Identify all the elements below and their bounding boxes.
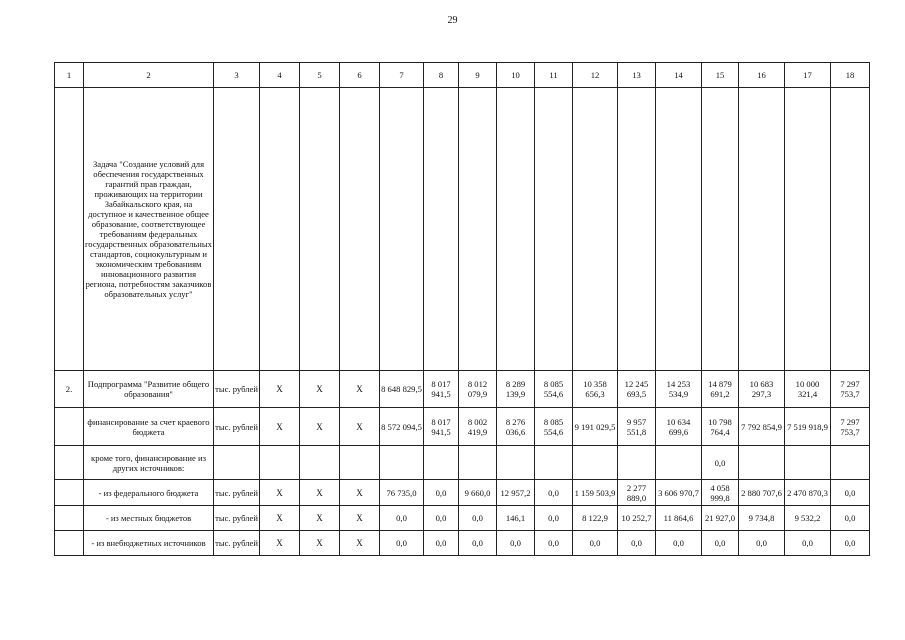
- value-cell: 0,0: [380, 531, 424, 556]
- mark-cell: [300, 446, 340, 480]
- value-cell: 10 358 656,3: [573, 371, 618, 408]
- mark-cell: Х: [300, 480, 340, 506]
- mark-cell: Х: [300, 408, 340, 446]
- table-row: [55, 408, 870, 446]
- value-cell: 8 017 941,5: [424, 371, 459, 408]
- value-cell: 0,0: [656, 531, 702, 556]
- mark-cell: Х: [340, 506, 380, 531]
- value-cell: 0,0: [785, 531, 831, 556]
- mark-cell: Х: [260, 506, 300, 531]
- value-cell: [424, 446, 459, 480]
- row-number: 2.: [55, 371, 84, 408]
- value-cell: 8 648 829,5: [380, 371, 424, 408]
- value-cell: 12 245 693,5: [618, 371, 656, 408]
- column-header: 9: [459, 63, 497, 88]
- value-cell: 8 017 941,5: [424, 408, 459, 446]
- row-number: [55, 506, 84, 531]
- column-header: 12: [573, 63, 618, 88]
- value-cell: 12 957,2: [497, 480, 535, 506]
- value-cell: 8 276 036,6: [497, 408, 535, 446]
- row-number: [55, 480, 84, 506]
- value-cell: 0,0: [573, 531, 618, 556]
- mark-cell: Х: [260, 371, 300, 408]
- value-cell: 8 122,9: [573, 506, 618, 531]
- table-row: [55, 531, 870, 556]
- task-num-cell: [55, 88, 84, 371]
- row-number: [55, 531, 84, 556]
- column-header: 8: [424, 63, 459, 88]
- row-unit: тыс. рублей: [214, 531, 260, 556]
- column-header: 10: [497, 63, 535, 88]
- row-name: - из местных бюджетов: [84, 506, 214, 531]
- value-cell: 0,0: [618, 531, 656, 556]
- value-cell: 8 012 079,9: [459, 371, 497, 408]
- column-header: 11: [535, 63, 573, 88]
- value-cell: 9 532,2: [785, 506, 831, 531]
- column-header: 16: [739, 63, 785, 88]
- value-cell: [785, 446, 831, 480]
- row-number: [55, 446, 84, 480]
- row-name: Подпрограмма "Развитие общего образования": [84, 371, 214, 408]
- task-row: [55, 88, 870, 371]
- value-cell: 0,0: [739, 531, 785, 556]
- value-cell: 8 572 094,5: [380, 408, 424, 446]
- mark-cell: Х: [260, 480, 300, 506]
- value-cell: 0,0: [497, 531, 535, 556]
- row-unit: тыс. рублей: [214, 506, 260, 531]
- value-cell: 8 289 139,9: [497, 371, 535, 408]
- mark-cell: Х: [340, 408, 380, 446]
- value-cell: 9 660,0: [459, 480, 497, 506]
- table-row: [55, 446, 870, 480]
- value-cell: 21 927,0: [702, 506, 739, 531]
- value-cell: 4 058 999,8: [702, 480, 739, 506]
- row-unit: тыс. рублей: [214, 371, 260, 408]
- column-header: 17: [785, 63, 831, 88]
- row-number: [55, 408, 84, 446]
- row-name: - из внебюджетных источников: [84, 531, 214, 556]
- value-cell: 10 252,7: [618, 506, 656, 531]
- value-cell: 9 734,8: [739, 506, 785, 531]
- value-cell: 11 864,6: [656, 506, 702, 531]
- value-cell: [831, 446, 870, 480]
- mark-cell: Х: [260, 531, 300, 556]
- value-cell: 9 957 551,8: [618, 408, 656, 446]
- value-cell: 3 606 970,7: [656, 480, 702, 506]
- value-cell: 2 880 707,6: [739, 480, 785, 506]
- value-cell: 2 470 870,3: [785, 480, 831, 506]
- value-cell: 7 792 854,9: [739, 408, 785, 446]
- value-cell: 0,0: [702, 531, 739, 556]
- column-header: 1: [55, 63, 84, 88]
- mark-cell: Х: [300, 531, 340, 556]
- column-header: 15: [702, 63, 739, 88]
- header-row: [55, 63, 870, 88]
- value-cell: 76 735,0: [380, 480, 424, 506]
- value-cell: [459, 446, 497, 480]
- task-label: Задача "Создание условий для обеспечения государственных гарантий прав граждан, проживающих на территории Забайкальского края, на доступное и качественное общее образование, соответствующее требованиям федеральных государственных образовательных стандартов, социокультурным и экономическим требованиям инновационного развития региона, потребностям заказчиков образовательных услуг": [84, 88, 214, 371]
- table-row: [55, 371, 870, 408]
- value-cell: 0,0: [535, 506, 573, 531]
- value-cell: 10 000 321,4: [785, 371, 831, 408]
- value-cell: [573, 446, 618, 480]
- mark-cell: Х: [340, 371, 380, 408]
- value-cell: 146,1: [497, 506, 535, 531]
- value-cell: 10 634 699,6: [656, 408, 702, 446]
- mark-cell: Х: [340, 480, 380, 506]
- budget-table: [54, 62, 870, 556]
- column-header: 7: [380, 63, 424, 88]
- row-unit: тыс. рублей: [214, 480, 260, 506]
- mark-cell: Х: [260, 408, 300, 446]
- value-cell: 0,0: [535, 480, 573, 506]
- value-cell: 14 879 691,2: [702, 371, 739, 408]
- value-cell: [656, 446, 702, 480]
- value-cell: 0,0: [535, 531, 573, 556]
- value-cell: [618, 446, 656, 480]
- value-cell: 0,0: [459, 531, 497, 556]
- value-cell: 0,0: [380, 506, 424, 531]
- mark-cell: [340, 446, 380, 480]
- column-header: 18: [831, 63, 870, 88]
- column-header: 3: [214, 63, 260, 88]
- table-row: [55, 480, 870, 506]
- value-cell: 8 002 419,9: [459, 408, 497, 446]
- value-cell: [535, 446, 573, 480]
- column-header: 4: [260, 63, 300, 88]
- value-cell: 0,0: [424, 480, 459, 506]
- value-cell: 0,0: [424, 506, 459, 531]
- value-cell: [497, 446, 535, 480]
- row-name: финансирование за счет краевого бюджета: [84, 408, 214, 446]
- value-cell: 7 297 753,7: [831, 408, 870, 446]
- row-unit: [214, 446, 260, 480]
- value-cell: 7 297 753,7: [831, 371, 870, 408]
- value-cell: 0,0: [831, 480, 870, 506]
- value-cell: 0,0: [459, 506, 497, 531]
- value-cell: 0,0: [831, 531, 870, 556]
- mark-cell: Х: [340, 531, 380, 556]
- row-name: - из федерального бюджета: [84, 480, 214, 506]
- value-cell: 1 159 503,9: [573, 480, 618, 506]
- value-cell: 9 191 029,5: [573, 408, 618, 446]
- column-header: 6: [340, 63, 380, 88]
- row-name: кроме того, финансирование из других источников:: [84, 446, 214, 480]
- column-header: 2: [84, 63, 214, 88]
- column-header: 13: [618, 63, 656, 88]
- column-header: 14: [656, 63, 702, 88]
- mark-cell: [260, 446, 300, 480]
- column-header: 5: [300, 63, 340, 88]
- page-number: 29: [447, 15, 458, 26]
- value-cell: [380, 446, 424, 480]
- value-cell: 8 085 554,6: [535, 408, 573, 446]
- table-row: [55, 506, 870, 531]
- value-cell: 10 798 764,4: [702, 408, 739, 446]
- mark-cell: Х: [300, 506, 340, 531]
- value-cell: 14 253 534,9: [656, 371, 702, 408]
- value-cell: 2 277 889,0: [618, 480, 656, 506]
- value-cell: 0,0: [831, 506, 870, 531]
- row-unit: тыс. рублей: [214, 408, 260, 446]
- value-cell: 10 683 297,3: [739, 371, 785, 408]
- value-cell: [739, 446, 785, 480]
- mark-cell: Х: [300, 371, 340, 408]
- value-cell: 8 085 554,6: [535, 371, 573, 408]
- value-cell: 0,0: [702, 446, 739, 480]
- value-cell: 0,0: [424, 531, 459, 556]
- value-cell: 7 519 918,9: [785, 408, 831, 446]
